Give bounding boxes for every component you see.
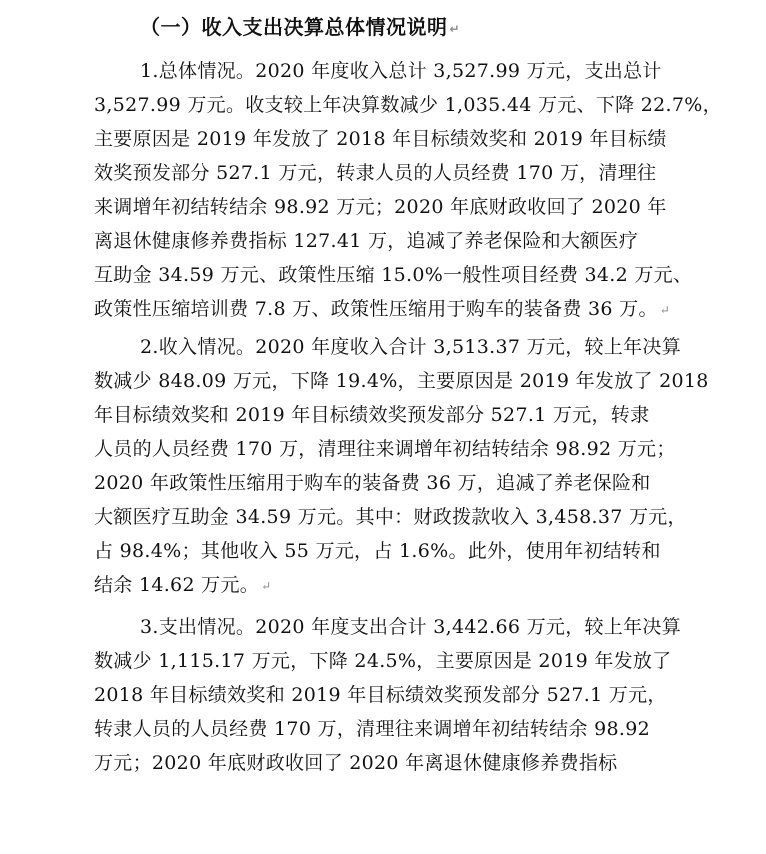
paragraph-line: 2018 年目标绩效奖和 2019 年目标绩效奖预发部分 527.1 万元，: [94, 684, 667, 706]
paragraph-line: 离退休健康修养费指标 127.41 万，追减了养老保险和大额医疗: [94, 230, 639, 252]
paragraph-line-text: 结余 14.62 万元。: [94, 574, 260, 596]
paragraph-line: 人员的人员经费 170 万，清理往来调增年初结转结余 98.92 万元；: [94, 438, 676, 460]
paragraph-line: 数减少 848.09 万元，下降 19.4%，主要原因是 2019 年发放了 2018: [94, 370, 709, 392]
paragraph-line: 3.支出情况。2020 年度支出合计 3,442.66 万元，较上年决算: [140, 616, 682, 638]
paragraph-line: 互助金 34.59 万元、政策性压缩 15.0%一般性项目经费 34.2 万元、: [94, 264, 693, 286]
paragraph-line: 数减少 1,115.17 万元，下降 24.5%，主要原因是 2019 年发放了: [94, 650, 672, 672]
paragraph-line: 3,527.99 万元。收支较上年决算数减少 1,035.44 万元、下降 22.7%，: [94, 94, 722, 116]
paragraph-mark-icon: ↵: [449, 21, 461, 36]
paragraph-line-text: 政策性压缩培训费 7.8 万、政策性压缩用于购车的装备费 36 万。: [94, 298, 658, 320]
paragraph-mark-icon: ↵: [261, 579, 272, 593]
paragraph-line: 占 98.4%；其他收入 55 万元，占 1.6%。此外，使用年初结转和: [94, 540, 661, 562]
paragraph-line: 年目标绩效奖和 2019 年目标绩效奖预发部分 527.1 万元，转隶: [94, 404, 650, 426]
paragraph-line-end: [94, 568, 271, 603]
section-heading: [140, 10, 460, 46]
paragraph-line: 大额医疗互助金 34.59 万元。其中：财政拨款收入 3,458.37 万元，: [94, 506, 687, 528]
section-heading-text: （一）收入支出决算总体情况说明: [140, 15, 448, 39]
paragraph-line: 万元；2020 年底财政收回了 2020 年离退休健康修养费指标: [94, 752, 618, 774]
paragraph-line: 转隶人员的人员经费 170 万，清理往来调增年初结转结余 98.92: [94, 718, 650, 740]
paragraph-line: 效奖预发部分 527.1 万元，转隶人员的人员经费 170 万，清理往: [94, 162, 657, 184]
paragraph-line-end: [94, 292, 670, 327]
paragraph-line: 1.总体情况。2020 年度收入总计 3,527.99 万元，支出总计: [140, 60, 662, 82]
paragraph-line: 主要原因是 2019 年发放了 2018 年目标绩效奖和 2019 年目标绩: [94, 128, 667, 150]
paragraph-line: 来调增年初结转结余 98.92 万元；2020 年底财政收回了 2020 年: [94, 196, 667, 218]
paragraph-line: 2.收入情况。2020 年度收入合计 3,513.37 万元，较上年决算: [140, 336, 682, 358]
paragraph-line: 2020 年政策性压缩用于购车的装备费 36 万，追减了养老保险和: [94, 472, 651, 494]
paragraph-mark-icon: ↵: [659, 303, 671, 317]
